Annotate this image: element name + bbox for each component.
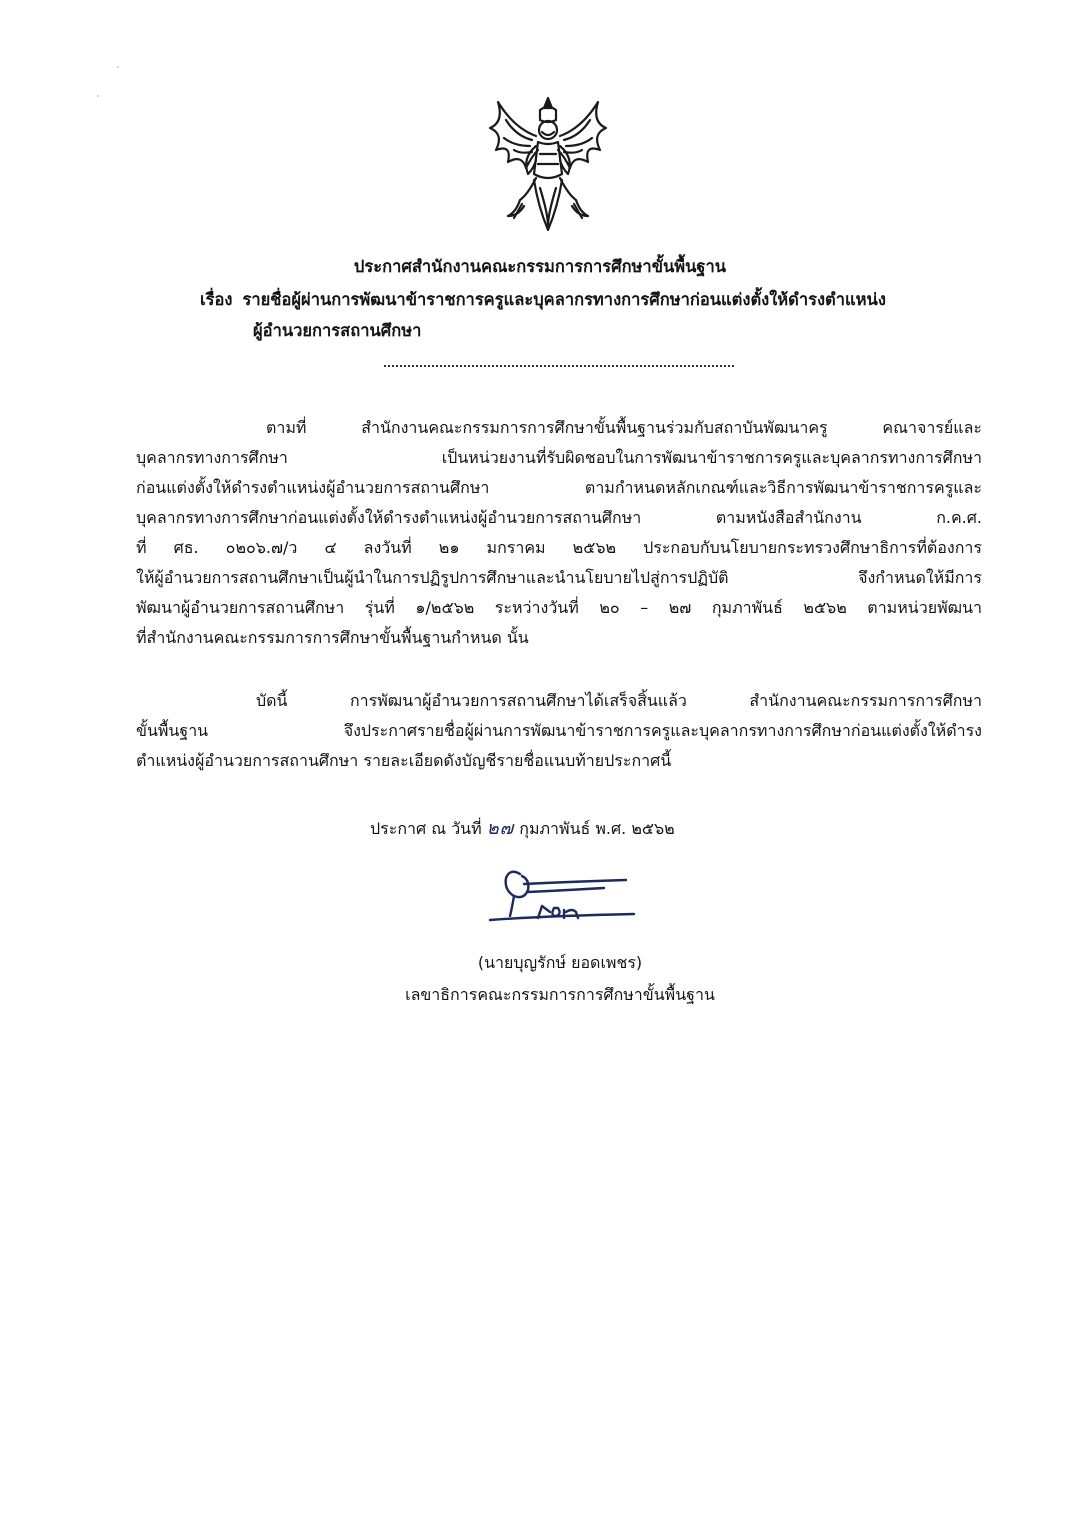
paragraph-line: ตำแหน่งผู้อำนวยการสถานศึกษา รายละเอียดดังบัญชีรายชื่อแนบท้ายประกาศนี้ <box>136 751 672 770</box>
signer-name: (นายบุญรักษ์ ยอดเพชร) <box>477 953 643 972</box>
dotted-separator <box>384 365 734 367</box>
paragraph-line: บัดนี้ การพัฒนาผู้อำนวยการสถานศึกษาได้เสร็จสิ้นแล้ว สำนักงานคณะกรรมการการศึกษา <box>256 691 982 710</box>
scan-speck <box>97 95 99 97</box>
subject-text-line2: ผู้อำนวยการสถานศึกษา <box>253 321 422 340</box>
handwritten-signature-icon <box>484 862 644 932</box>
paragraph-line: ให้ผู้อำนวยการสถานศึกษาเป็นผู้นำในการปฏิรูปการศึกษาและนำนโยบายไปสู่การปฏิบัติ จึงกำหนดให้มีการ <box>136 568 982 587</box>
paragraph-line: ก่อนแต่งตั้งให้ดำรงตำแหน่งผู้อำนวยการสถานศึกษา ตามกำหนดหลักเกณฑ์และวิธีการพัฒนาข้าราชการครูและ <box>136 478 982 497</box>
body-paragraph-1 <box>136 413 982 653</box>
announcement-date <box>370 814 675 844</box>
subject-text-line1: รายชื่อผู้ผ่านการพัฒนาข้าราชการครูและบุคลากรทางการศึกษาก่อนแต่งตั้งให้ดำรงตำแหน่ง <box>242 290 886 309</box>
scan-speck <box>117 66 119 68</box>
paragraph-line: บุคลากรทางการศึกษาก่อนแต่งตั้งให้ดำรงตำแหน่งผู้อำนวยการสถานศึกษา ตามหนังสือสำนักงาน ก.ค.ศ. <box>136 508 982 527</box>
paragraph-line: บุคลากรทางการศึกษา เป็นหน่วยงานที่รับผิดชอบในการพัฒนาข้าราชการครูและบุคลากรทางการศึกษา <box>136 448 982 467</box>
subject-label: เรื่อง <box>200 290 233 309</box>
garuda-emblem-icon <box>478 88 618 238</box>
signer-position: เลขาธิการคณะกรรมการการศึกษาขั้นพื้นฐาน <box>405 985 715 1004</box>
paragraph-line: ขั้นพื้นฐาน จึงประกาศรายชื่อผู้ผ่านการพัฒนาข้าราชการครูและบุคลากรทางการศึกษาก่อนแต่งตั้งให้ดำรง <box>136 721 982 740</box>
paragraph-line: ตามที่ สำนักงานคณะกรรมการการศึกษาขั้นพื้นฐานร่วมกับสถาบันพัฒนาครู คณาจารย์และ <box>266 418 982 437</box>
announcement-prefix: ประกาศ ณ วันที่ <box>370 819 482 838</box>
paragraph-line: ที่สำนักงานคณะกรรมการการศึกษาขั้นพื้นฐานกำหนด นั้น <box>136 628 529 647</box>
subject-line-continued <box>200 316 960 346</box>
paragraph-line: พัฒนาผู้อำนวยการสถานศึกษา รุ่นที่ ๑/๒๕๖๒ ระหว่างวันที่ ๒๐ – ๒๗ กุมภาพันธ์ ๒๕๖๒ ตามหน่วยพัฒนา <box>136 598 982 617</box>
body-paragraph-2 <box>136 686 982 776</box>
announcement-suffix: กุมภาพันธ์ พ.ศ. ๒๕๖๒ <box>519 819 675 838</box>
document-title: ประกาศสำนักงานคณะกรรมการการศึกษาขั้นพื้นฐาน <box>353 257 727 276</box>
handwritten-day: ๒๗ <box>486 818 515 839</box>
paragraph-line: ที่ ศธ. ๐๒๐๖.๗/ว ๔ ลงวันที่ ๒๑ มกราคม ๒๕๖๒ ประกอบกับนโยบายกระทรวงศึกษาธิการที่ต้องการ <box>136 538 982 557</box>
subject-line <box>200 285 960 315</box>
